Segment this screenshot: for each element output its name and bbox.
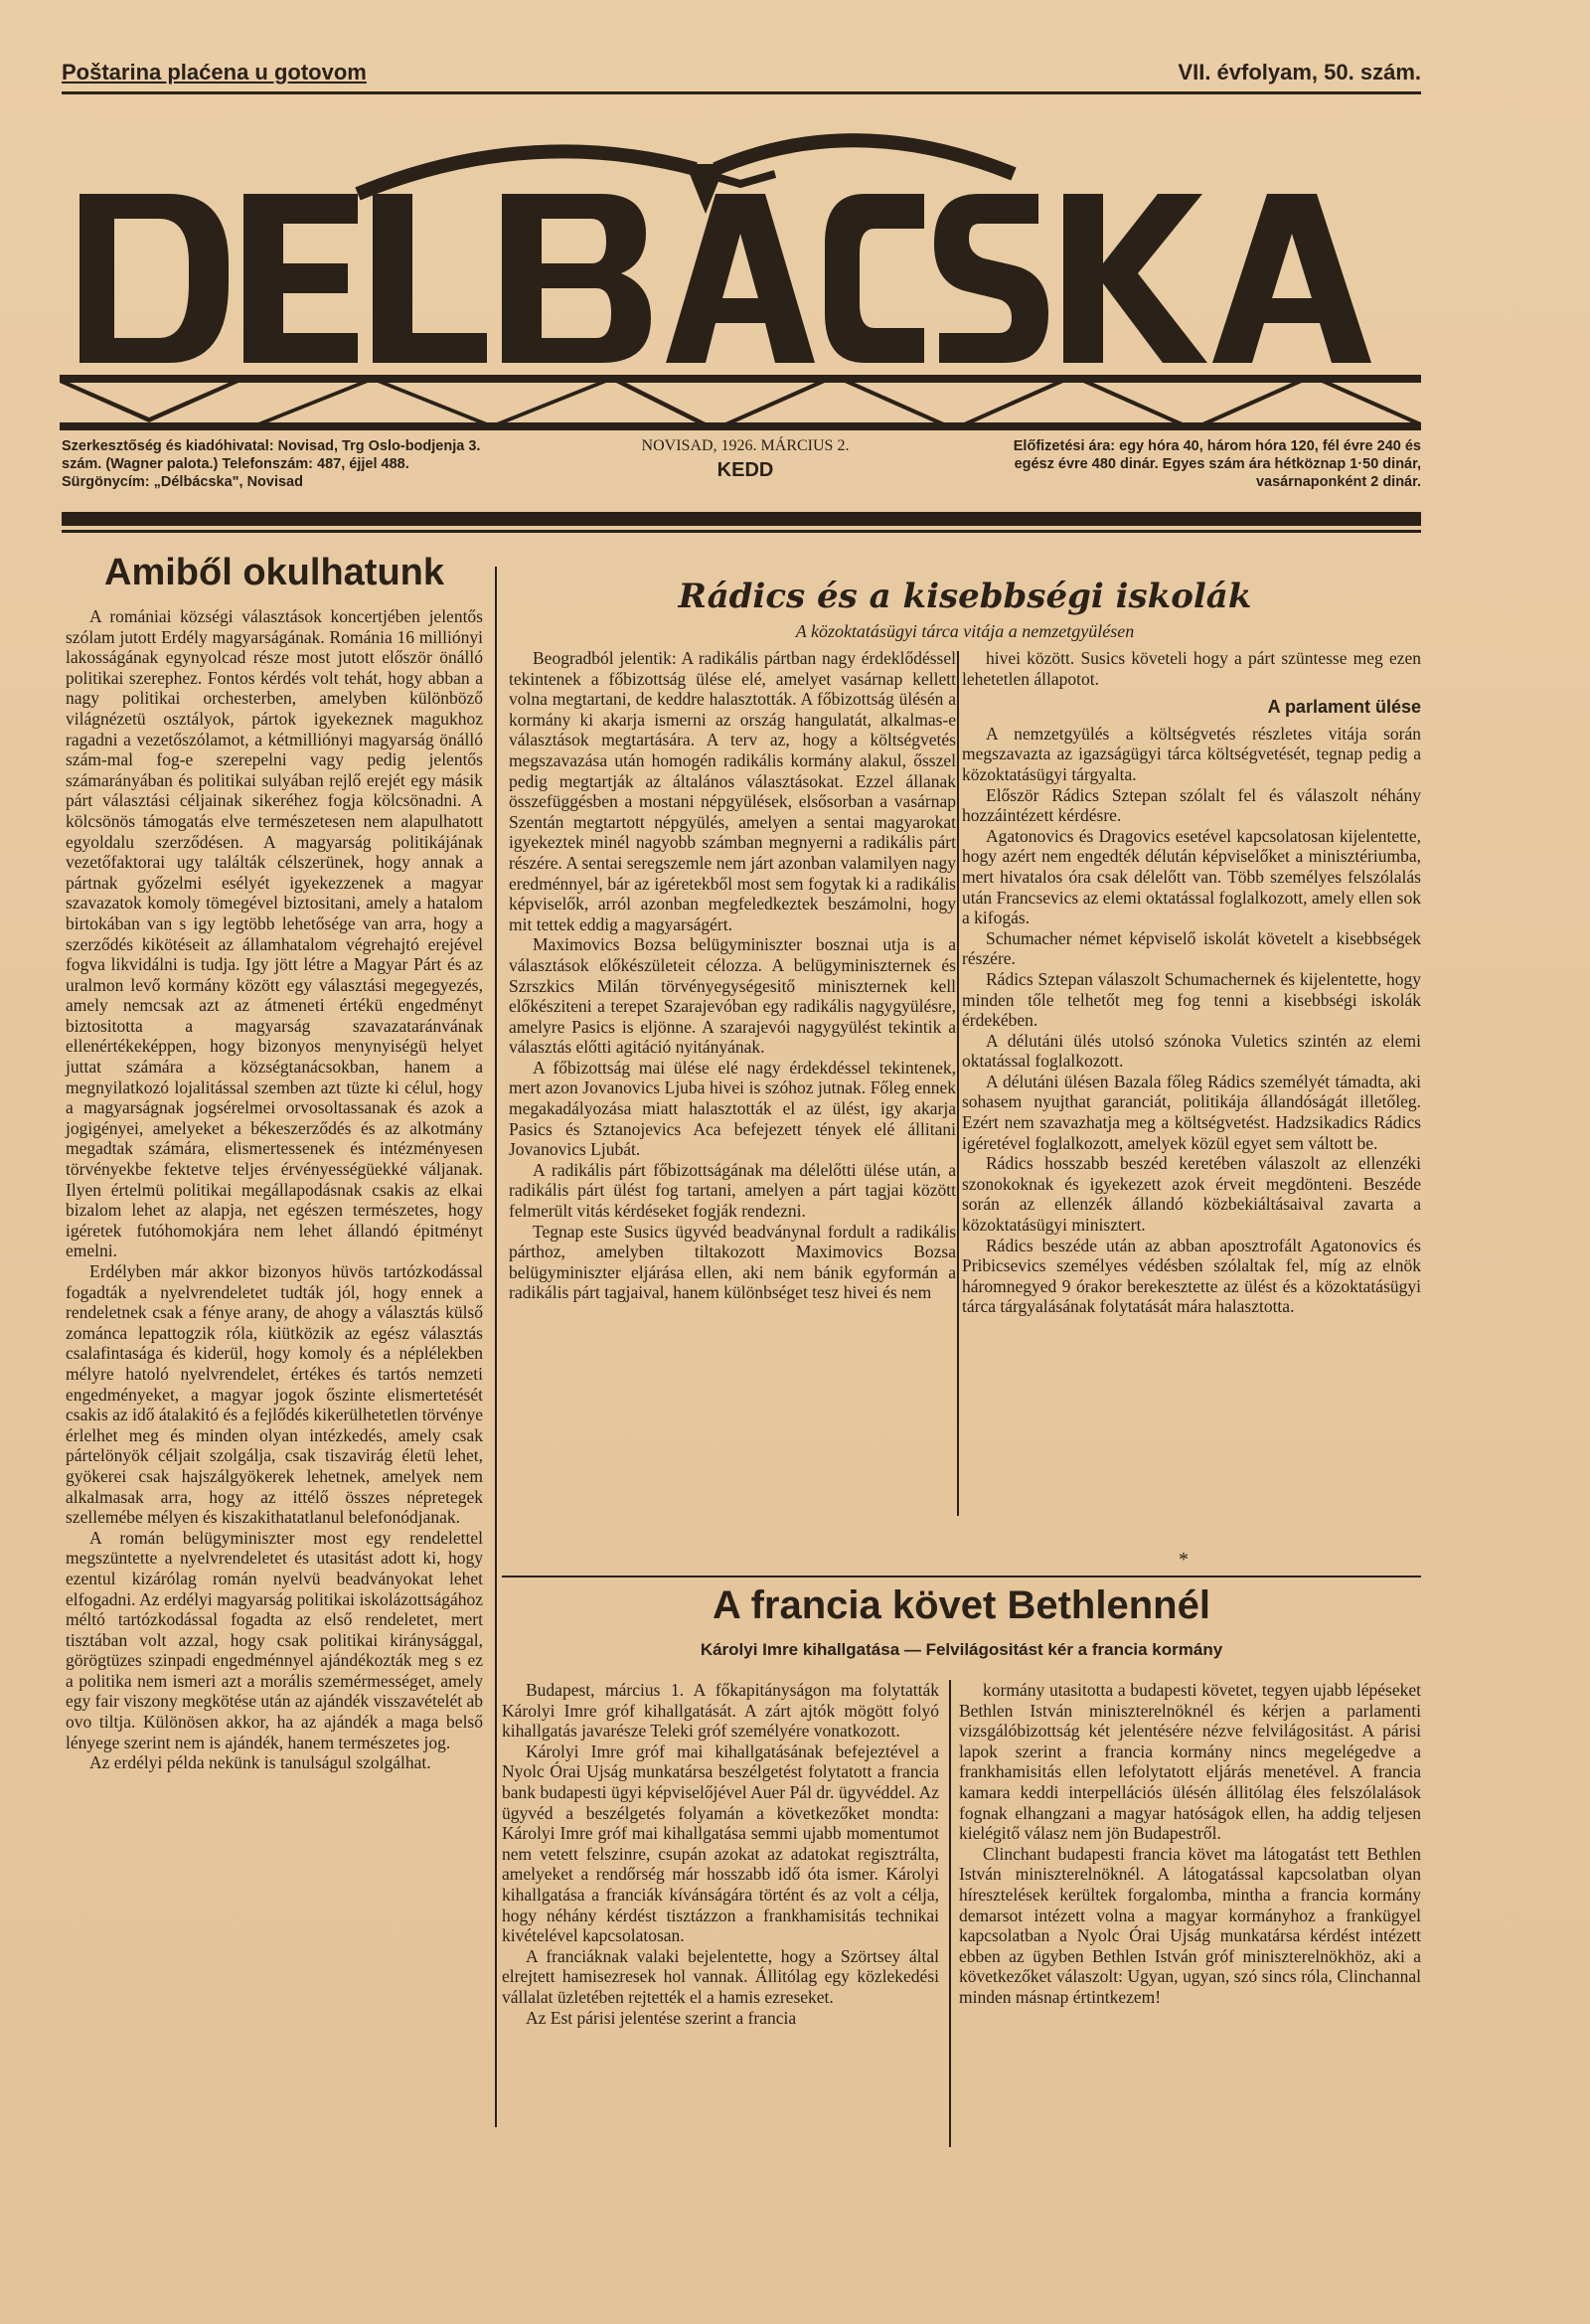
- issue-number: VII. évfolyam, 50. szám.: [1178, 60, 1421, 84]
- column-rule: [957, 651, 959, 1516]
- article3-subtitle: Károlyi Imre kihallgatása — Felvilágositást kér a francia kormány: [700, 1640, 1223, 1659]
- article2-paragraph: Rádics Sztepan válaszolt Schumachernek és kijelentette, hogy minden tőle telhetőt meg fog tenni a kisebbségi iskolák érdekében.: [962, 968, 1421, 1031]
- article2-paragraph: Schumacher német képviselő iskolát követelt a kisebbségek részére.: [962, 927, 1421, 969]
- issue-day: KEDD: [716, 459, 774, 481]
- subscription-info: Előfizetési ára: egy hóra 40, három hóra 120, fél évre 240 és egész évre 480 dinár. Egyes szám ára hétköznap 1·50 dinár, vasárnaponként 2 dinár.: [1013, 438, 1421, 490]
- article2-paragraph: Rádics hosszabb beszéd keretében válaszolt az ellenzéki szonokoknak és igyekezett azok érveit megdönteni. Beszéde során az ellenzék állandó közbekiáltásaival zavarta a közoktatásügyi minisztert.: [962, 1153, 1421, 1236]
- article2-column-1: [509, 648, 956, 1303]
- article2-paragraph: Beogradból jelentik: A radikális pártban nagy érdeklődéssel tekintenek a főbizottság ülése elé, amelyet vasárnap kellett volna megtartani, de keddre halasztották. A főbizottság ülésén a kormány ki akarja ismerni az ország hangulatát, alkalmas-e választások megtartására. A terv az, hogy a költségvetés megszavazása után homogén radikális kormány alakul, ősszel pedig megtartják az általános választásokat. Ezzel állanak összefüggésben a mostani népgyülések, elsősorban a vasárnap Szentán megtartott népgyülés, amelyen a sentai magyarokat igyekeztek minél nagyobb számban megnyerni a radikális párt részére. A sentai seregszemle nem járt azonban valamilyen nagy eredménnyel, bár az igéretekből most sem fogytak ki a radikális képviselők, arról azonban megfeledkeztek beszámolni, hogy mit tettek eddig a magyarságért.: [509, 648, 956, 934]
- column-rule: [495, 567, 497, 2127]
- postage-note: Poštarina plaćena u gotovom: [62, 60, 367, 84]
- article3-paragraph: Clinchant budapesti francia követ ma látogatást tett Bethlen István miniszterelnöknél. A látogatással kapcsolatban olyan híresztelések kerültek forgalomba, mintha a francia kormány demarsot intézett volna a magyar kormányhoz a frankügyel kapcsolatban a Nyolc Órai Ujság munkatársa kérdést intézett ebben az ügyben Bethlen István gróf miniszterelnökhöz, aki a következőket válaszolt: Ugyan, ugyan, szó sincs róla, Clinchannal minden másnap értintkezem!: [959, 1843, 1421, 2007]
- article1-body: [66, 606, 483, 1773]
- article3-title: A francia követ Bethlennél: [713, 1583, 1210, 1627]
- article1-title: Amiből okulhatunk: [104, 552, 444, 593]
- article2-paragraph: hivei között. Susics követeli hogy a párt szüntesse meg ezen lehetetlen állapotot.: [962, 648, 1421, 689]
- article3-paragraph: Az Est párisi jelentése szerint a francia: [526, 2007, 797, 2028]
- article2-paragraph: Maximovics Bozsa belügyminiszter bosznai utja is a választások előkészületeit célozza. A belügyminiszternek és Szrszkics Milán törvényegységesitő miniszternek kell előkésziteni a terepet Szarajevóban egy radikális nagygyülésre, amelyre Pasics is eljönne. A szarajevói nagygyülést tekintik a választás előtti agitáció nyitányának.: [509, 934, 956, 1058]
- article2-paragraph: A délutáni ülésen Bazala főleg Rádics személyét támadta, aki sohasem nyujthat garanciát, politikája állandóságát illetőleg. Ezért nem szavazhatja meg a költségvetést. Hadzsikadics Rádics igéretével foglalkozott, amelyek közül egyet sem váltott be.: [962, 1071, 1421, 1153]
- article2-paragraph: A délutáni ülés utolsó szónoka Vuletics szintén az elemi oktatással foglalkozott.: [962, 1030, 1421, 1072]
- article1-paragraph: A román belügyminiszter most egy rendelettel megszüntette a nyelvrendeletet és utasitást adott ki, hogy ezentul kizárólag román nyelvü beadványokat lehet elfogadni. Az erdélyi magyarság politikai iskolázottságához méltó tartózkodással fogadta az első rendeletet, mert tisztában volt azzal, hogy csak politikai kiránysággal, görögtüzes szinpadi engedménnyel ajándékozták meg s ez a politika nem ismeri azt a morális szemérmességet, amely egy fair viszony megkötése után az ajándék visszavételét ab ovo tiltja. Különösen akkor, ha az ajándék a maga belső lényege szerint nem is ajándék, hanem természetes jog.: [66, 1527, 483, 1752]
- article1-paragraph: Az erdélyi példa nekünk is tanulságul szolgálhat.: [89, 1752, 431, 1773]
- article2-title: Rádics és a kisebbségi iskolák: [678, 577, 1252, 616]
- article2-paragraph: A főbizottság mai ülése elé nagy érdekdéssel tekintenek, mert azon Jovanovics Ljuba hivei is szóhoz jutnak. Főleg ennek megakadályozása miatt halasztották el az ülést, igy akarja Pasics és Sztanojevics Aca befejezett tények elé állitani Jovanovics Ljubát.: [509, 1057, 956, 1160]
- header-bar-thin: [62, 530, 1421, 533]
- article3-paragraph: kormány utasitotta a budapesti követet, tegyen ujabb lépéseket Bethlen István miniszterelnöknél és kérjen a parlamenti vizsgálóbizottság két jelentésére nézve felvilágositást. A párisi lapok szerint a francia kormány nincs megelégedve a frankhamisitás ellen lefolytatott eljárás menetével. A francia kamara keddi interpellációs ülésén állitólag éles felszólalások fognak elhangzani a magyar hatóságok ellen, ha addig teljesen kielégitő válasz nem jön Budapestről.: [959, 1680, 1421, 1844]
- article3-column-2: [959, 1680, 1421, 2008]
- article2-paragraph: Tegnap este Susics ügyvéd beadványnal fordult a radikális párthoz, amelyben tiltakozott Maximovics Bozsa belügyminiszter eljárása ellen, aki nem bánik egyformán a radikális párt tagjaival, hanem különbséget tesz hivei és nem: [509, 1221, 956, 1303]
- article2-paragraph: Rádics beszéde után az abban aposztrofált Agatonovics és Pribicsevics személyes védésben szólaltak fel, míg az elnök háromnegyed 9 órakor berekesztette az ülést és a közoktatásügyi tárca tárgyalásának folytatását mára halasztotta.: [962, 1235, 1421, 1317]
- article2-column-2: [962, 648, 1421, 1317]
- issue-date: NOVISAD, 1926. MÁRCIUS 2.: [641, 437, 850, 454]
- masthead-logo: [60, 114, 1421, 442]
- column-rule: [949, 1680, 951, 2147]
- article3-paragraph: A franciáknak valaki bejelentette, hogy a Szörtsey által elrejtett hamisezresek hol vannak. Állitólag egy közlekedési vállalat üzletében rejtették el a hamis ezreseket.: [502, 1945, 939, 2007]
- section-divider: *: [1179, 1549, 1189, 1571]
- article3-column-1: [502, 1680, 939, 2028]
- article1-paragraph: A romániai községi választások koncertjében jelentős szólam jutott Erdély magyarságának. Románia 16 milliónyi lakosságának egynyolcad része most jutott először önálló politikai szerephez. Fontos kérdés volt tehát, hogy abban a nagy politikai orchesterben, amelyben különböző világnézetü osztályok, pártok igyekeznek magukhoz ragadni a vezetőszólamot, a kétmilliónyi magyarság önálló szám-mal fog-e szerepelni vagy pedig jelentős számarányában és politikai sulyában rejlő erejét egy másik párt választási céljainak sikeréhez fogja kölcsönadni. A kölcsönös támogatás elve természetesen nem alapulhatott egyoldalu szerződésen. A magyarság politikájának vezetőfaktorai ugy találták célszerünek, hogy annak a pártnak győzelmi esélyét igyekezzenek a magyar szavazatok komoly tömegével biztositani, amely a hatalom birtokában van s igy legtöbb lehetősége van arra, hogy a szerződés kikötéseit az államhatalom végrehajtó erejével fogva likvidálni is tudja. Igy jött létre a Magyar Párt és az uralmon levő kormány között egy választási megegyezés, amely nemcsak azt az átmeneti értékü engedményt biztositotta a magyarság szavazataránvának ellenértékeképpen, hogy bizonyos menynyiségü helyet juttat számára a községtanácsokban, hanem a megnyilatkozó lojalitással szemben azt tüzte ki célul, hogy a magyarságnak jogsérelmei orvosoltassanak és azok a jogigényei, amelyeket a békeszerződés és az alkotmány megadtak számára, elismertessenek és intézményesen törvényekbe fektetve teljes érvényességüekké váljanak. Ilyen értelmü politikai megállapodásnak csakis az elkai bizalom lehet az alapja, net egészen természetes, hogy igéretek futóhomokjára nem lehet állandó épitményt emelni.: [66, 606, 483, 1261]
- top-rule: [62, 91, 1421, 94]
- header-bar: [62, 512, 1421, 526]
- article2-paragraph: Agatonovics és Dragovics esetével kapcsolatosan kijelentette, hogy azért nem engedték délután képviselőket a minisztériumba, mert hivatalos óra csak délelőtt van. Több személyes felszólalás után Francsevics az elemi oktatással foglalkozott, amely ellen sok a kifogás.: [962, 825, 1421, 928]
- article2-paragraph: Először Rádics Sztepan szólalt fel és válaszolt néhány hozzáintézett kérdésre.: [962, 784, 1421, 826]
- article1-paragraph: Erdélyben már akkor bizonyos hüvös tartózkodással fogadták a nyelvrendeletet tudták jól, hogy ennek a rendeletnek csak a fénye arany, de ahogy a választás külső zománca lepattogzik róla, kiütközik az egész választás csalafintasága és kiderül, hogy komoly és a néplélekben mélyre hatoló nyelvrendelet, értékes és tartós nemzeti engedményeket, a magyar jogok őszinte elismertetését csakis az idő átalakitó és a fejlődés kikerülhetetlen törvénye érlelhet meg és minden olyan intézkedés, amely csak pártelönyök céljait szolgálja, csak tiszavirág életü lehet, gyökerei csak hajszálgyökerek lehetnek, amelyek nem alkalmasak arra, hogy az ittélő összes népretegek szellemébe mélyen és kiszakithatatlanul belefonódjanak.: [66, 1261, 483, 1528]
- article3-paragraph: Budapest, március 1. A főkapitányságon ma folytatták Károlyi Imre gróf kihallgatását. A zárt ajtók mögött folyó kihallgatás javarésze Teleki gróf személyére vonatkozott.: [502, 1680, 939, 1742]
- article3-paragraph: Károlyi Imre gróf mai kihallgatásának befejeztével a Nyolc Órai Ujság munkatársa beszélgetést folytatott a francia bank budapesti ügyi képviselőjével Auer Pál dr. ügyvéddel. Az ügyvéd a beszélgetés folyamán a következőket mondta: Károlyi Imre gróf mai kihallgatása semmi ujabb momentumot nem vetett felszinre, csupán azokat az adatokat regisztrálta, amelyeket a rendőrség már hosszabb idő óta ismer. Károlyi kihallgatása a franciák kívánságára történt és az volt a célja, hogy néhány kérdést tisztázzon a frankhamisitás technikai kivételével kapcsolatosan.: [502, 1741, 939, 1946]
- article2-paragraph: A nemzetgyülés a költségvetés részletes vitája során megszavazta az igazságügyi tárca költségvetését, tegnap pedig a közoktatásügyi tárgyalta.: [962, 723, 1421, 784]
- article2-paragraph: A radikális párt főbizottságának ma délelőtti ülése után, a radikális párt ülést fog tartani, amelyen a párt tagjai között felmerült vitás kérdéseket fogják rendezni.: [509, 1159, 956, 1222]
- article-rule: [502, 1576, 1421, 1577]
- section-heading: A parlament ülése: [1267, 697, 1421, 718]
- article2-subtitle: A közoktatásügyi tárca vitája a nemzetgyülésen: [795, 621, 1135, 641]
- date-block: [596, 437, 894, 479]
- editorial-info: Szerkesztőség és kiadóhivatal: Novisad, Trg Oslo-bodjenja 3. szám. (Wagner palota.) Telefonszám: 487, éjjel 488. Sürgönycím: „Délbácska", Novisad: [62, 438, 481, 490]
